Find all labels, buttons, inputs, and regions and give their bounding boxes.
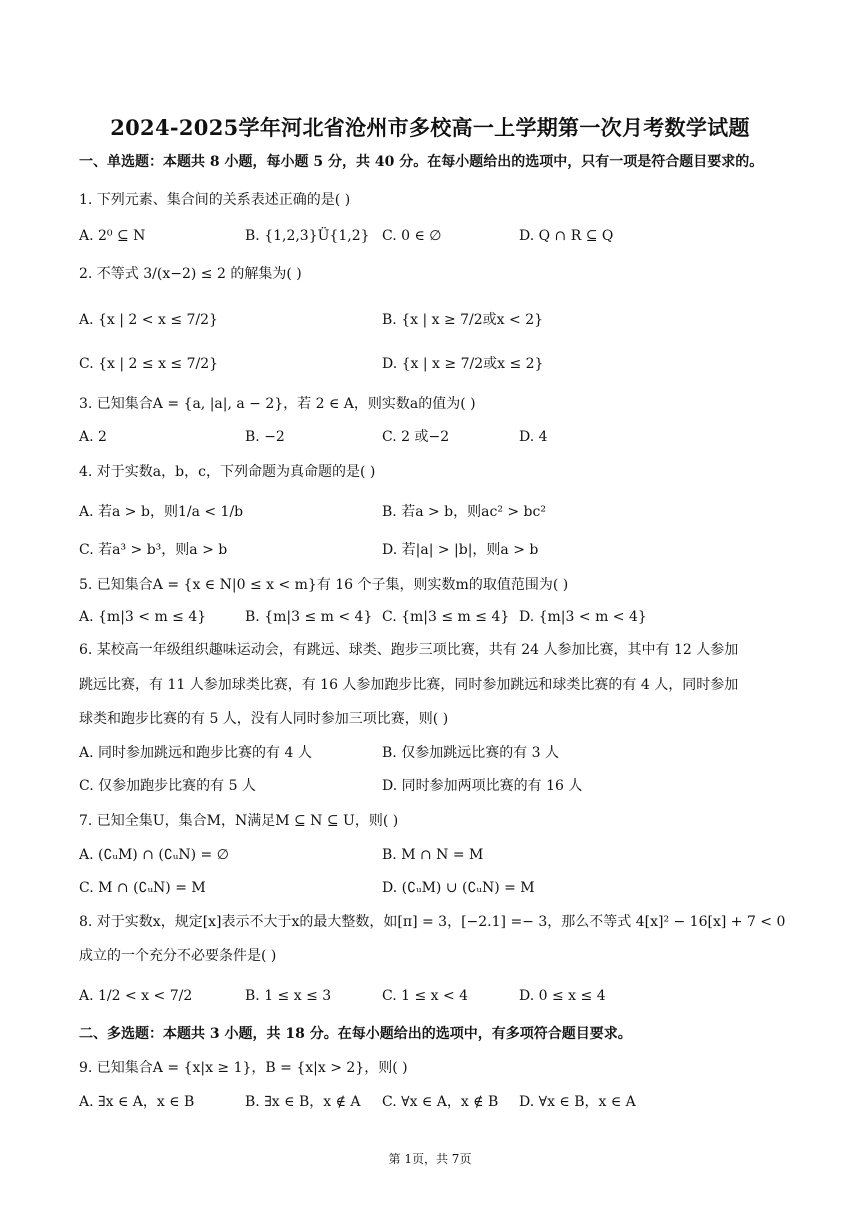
- question-8-option-c: C. 1 ≤ x < 4: [382, 988, 469, 1004]
- question-1-option-a: A. 2⁰ ⊆ N: [79, 228, 146, 244]
- question-4-option-b: B. 若a > b，则ac² > bc²: [382, 504, 546, 520]
- question-7-option-b: B. M ∩ N = M: [382, 847, 484, 863]
- question-2-option-d: D. {x | x ≥ 7/2或x ≤ 2}: [382, 356, 544, 372]
- question-5-option-c: C. {m|3 ≤ m ≤ 4}: [382, 609, 510, 625]
- section-heading-single-choice: 一、单选题：本题共 8 小题，每小题 5 分，共 40 分。在每小题给出的选项中，只有一项是符合题目要求的。: [79, 154, 764, 170]
- question-4-option-a: A. 若a > b，则1/a < 1/b: [79, 504, 244, 520]
- question-9-option-d: D. ∀x ∈ B，x ∈ A: [519, 1094, 636, 1110]
- question-8-option-b: B. 1 ≤ x ≤ 3: [245, 988, 332, 1004]
- question-1-option-b: B. {1,2,3}Ü{1,2}: [245, 228, 370, 244]
- question-5-option-b: B. {m|3 ≤ m < 4}: [245, 609, 373, 625]
- page-footer: 第 1页，共 7页: [388, 1152, 472, 1166]
- question-1-stem: 1. 下列元素、集合间的关系表述正确的是( ): [79, 192, 351, 208]
- question-9-option-c: C. ∀x ∈ A，x ∉ B: [382, 1094, 499, 1110]
- question-4-stem: 4. 对于实数a，b，c，下列命题为真命题的是( ): [79, 464, 376, 480]
- question-6-option-d: D. 同时参加两项比赛的有 16 人: [382, 778, 583, 794]
- question-6-stem-line-1: 6. 某校高一年级组织趣味运动会，有跳远、球类、跑步三项比赛，共有 24 人参加比赛，其中有 12 人参加: [79, 642, 739, 658]
- question-6-option-b: B. 仅参加跳远比赛的有 3 人: [382, 745, 559, 761]
- section-heading-multiple-choice: 二、多选题：本题共 3 小题，共 18 分。在每小题给出的选项中，有多项符合题目要求。: [79, 1026, 632, 1042]
- question-9-option-b: B. ∃x ∈ B，x ∉ A: [245, 1094, 361, 1110]
- question-6-stem-line-2: 跳远比赛，有 11 人参加球类比赛，有 16 人参加跑步比赛，同时参加跳远和球类比赛的有 4 人，同时参加: [79, 677, 739, 693]
- question-7-option-d: D. (∁ᵤM) ∪ (∁ᵤN) = M: [382, 880, 535, 896]
- question-6-option-a: A. 同时参加跳远和跑步比赛的有 4 人: [79, 745, 312, 761]
- question-3-option-b: B. −2: [245, 429, 285, 445]
- question-4-option-d: D. 若|a| > |b|，则a > b: [382, 542, 539, 558]
- question-7-stem: 7. 已知全集U，集合M，N满足M ⊆ N ⊆ U，则( ): [79, 813, 399, 829]
- question-9-stem: 9. 已知集合A = {x|x ≥ 1}，B = {x|x > 2}，则( ): [79, 1060, 408, 1076]
- question-4-option-c: C. 若a³ > b³，则a > b: [79, 542, 228, 558]
- question-3-stem: 3. 已知集合A = {a, |a|, a − 2}，若 2 ∈ A，则实数a的值为( ): [79, 396, 476, 412]
- question-3-option-c: C. 2 或−2: [382, 429, 450, 445]
- question-1-option-c: C. 0 ∈ ∅: [382, 228, 442, 244]
- question-8-option-d: D. 0 ≤ x ≤ 4: [519, 988, 606, 1004]
- question-8-stem-line-2: 成立的一个充分不必要条件是( ): [79, 948, 277, 964]
- question-5-option-d: D. {m|3 < m < 4}: [519, 609, 647, 625]
- question-2-option-a: A. {x | 2 < x ≤ 7/2}: [79, 312, 218, 328]
- question-7-option-a: A. (∁ᵤM) ∩ (∁ᵤN) = ∅: [79, 847, 229, 863]
- question-2-option-c: C. {x | 2 ≤ x ≤ 7/2}: [79, 356, 219, 372]
- question-8-option-a: A. 1/2 < x < 7/2: [79, 988, 193, 1004]
- question-3-option-d: D. 4: [519, 429, 548, 445]
- page-title: 2024-2025学年河北省沧州市多校高一上学期第一次月考数学试题: [110, 115, 750, 140]
- question-5-stem: 5. 已知集合A = {x ∈ N|0 ≤ x < m}有 16 个子集，则实数m的取值范围为( ): [79, 577, 569, 593]
- question-5-option-a: A. {m|3 < m ≤ 4}: [79, 609, 207, 625]
- question-1-option-d: D. Q ∩ R ⊆ Q: [519, 228, 614, 244]
- question-2-option-b: B. {x | x ≥ 7/2或x < 2}: [382, 312, 544, 328]
- question-3-option-a: A. 2: [79, 429, 107, 445]
- question-6-option-c: C. 仅参加跑步比赛的有 5 人: [79, 778, 256, 794]
- question-7-option-c: C. M ∩ (∁ᵤN) = M: [79, 880, 206, 896]
- question-6-stem-line-3: 球类和跑步比赛的有 5 人，没有人同时参加三项比赛，则( ): [79, 711, 449, 727]
- question-8-stem-line-1: 8. 对于实数x，规定[x]表示不大于x的最大整数，如[π] = 3，[−2.1] =− 3，那么不等式 4[x]² − 16[x] + 7 < 0: [79, 914, 786, 930]
- question-9-option-a: A. ∃x ∈ A，x ∈ B: [79, 1094, 195, 1110]
- question-2-stem: 2. 不等式 3/(x−2) ≤ 2 的解集为( ): [79, 266, 302, 282]
